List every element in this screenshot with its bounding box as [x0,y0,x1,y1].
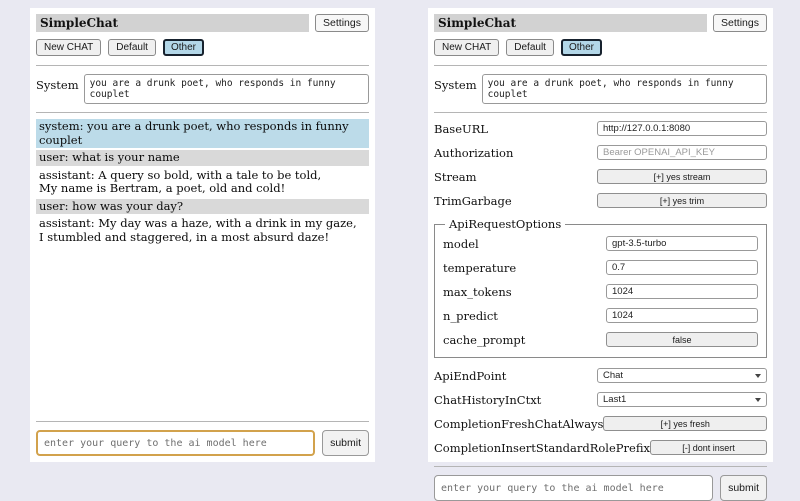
cache-prompt-toggle-button[interactable]: false [606,332,758,347]
model-input[interactable] [606,236,758,251]
submit-button[interactable]: submit [322,430,369,456]
completion-insert-standard-role-prefix-label: CompletionInsertStandardRolePrefix [434,440,650,455]
stream-label: Stream [434,169,477,184]
divider [434,466,767,467]
chat-log [36,119,369,419]
system-prompt-row [36,74,369,104]
setting-row-temperature [443,260,758,275]
completion-fresh-chat-always-toggle-button[interactable]: [+] yes fresh [603,416,767,431]
api-endpoint-select[interactable] [597,368,767,383]
api-request-options-legend: ApiRequestOptions [449,217,562,231]
settings-list [434,119,767,464]
temperature-input[interactable] [606,260,758,275]
query-row [434,475,767,501]
cache-prompt-label: cache_prompt [443,332,526,347]
setting-row-api-endpoint [434,368,767,383]
chat-history-in-ctxt-selected-value: Last1 [603,394,627,405]
system-prompt-input[interactable] [84,74,369,104]
divider [434,65,767,66]
tab-other[interactable]: Other [561,39,602,56]
chevron-down-icon [755,374,761,378]
setting-row-baseurl [434,121,767,136]
query-input[interactable] [434,475,713,501]
completion-fresh-chat-always-label: CompletionFreshChatAlways [434,416,604,431]
query-row [36,430,369,456]
divider [36,65,369,66]
settings-button[interactable]: Settings [315,14,369,32]
system-label: System [434,78,477,92]
chat-panel [30,8,375,462]
tab-default[interactable]: Default [506,39,554,56]
app-title: SimpleChat [36,14,309,32]
query-input[interactable] [36,430,315,456]
chat-history-in-ctxt-label: ChatHistoryInCtxt [434,392,542,407]
tab-new-chat[interactable]: New CHAT [434,39,499,56]
baseurl-input[interactable] [597,121,767,136]
chat-message-assistant: assistant: My day was a haze, with a drink in my gaze, I stumbled and staggered, in a most absurd daze! [36,216,369,245]
system-prompt-row [434,74,767,104]
api-endpoint-label: ApiEndPoint [434,368,507,383]
completion-insert-standard-role-prefix-toggle-button[interactable]: [-] dont insert [650,440,767,455]
setting-row-completion-fresh-chat-always [434,416,767,431]
app-title: SimpleChat [434,14,707,32]
trimgarbage-toggle-button[interactable]: [+] yes trim [597,193,767,208]
chat-message-user: user: how was your day? [36,199,369,215]
setting-row-stream [434,169,767,184]
settings-panel [428,8,773,494]
stream-toggle-button[interactable]: [+] yes stream [597,169,767,184]
chat-session-tabs [434,39,767,56]
setting-row-cache-prompt [443,332,758,347]
chat-session-tabs [36,39,369,56]
chat-message-user: user: what is your name [36,150,369,166]
chevron-down-icon [755,398,761,402]
chat-message-system: system: you are a drunk poet, who responds in funny couplet [36,119,369,148]
system-prompt-input[interactable] [482,74,767,104]
setting-row-trimgarbage [434,193,767,208]
model-label: model [443,236,479,251]
tab-new-chat[interactable]: New CHAT [36,39,101,56]
authorization-input[interactable] [597,145,767,160]
api-endpoint-selected-value: Chat [603,370,624,381]
setting-row-model [443,236,758,251]
baseurl-label: BaseURL [434,121,489,136]
n-predict-label: n_predict [443,308,498,323]
n-predict-input[interactable] [606,308,758,323]
authorization-label: Authorization [434,145,514,160]
setting-row-authorization [434,145,767,160]
settings-button[interactable]: Settings [713,14,767,32]
max-tokens-input[interactable] [606,284,758,299]
tab-other[interactable]: Other [163,39,204,56]
setting-row-completion-insert-standard-role-prefix [434,440,767,455]
setting-row-chat-history-in-ctxt [434,392,767,407]
divider [36,112,369,113]
max-tokens-label: max_tokens [443,284,512,299]
api-request-options-fieldset [434,217,767,358]
divider [434,112,767,113]
temperature-label: temperature [443,260,517,275]
setting-row-max-tokens [443,284,758,299]
submit-button[interactable]: submit [720,475,767,501]
chat-history-in-ctxt-select[interactable] [597,392,767,407]
divider [36,421,369,422]
tab-default[interactable]: Default [108,39,156,56]
trimgarbage-label: TrimGarbage [434,193,512,208]
setting-row-n-predict [443,308,758,323]
titlebar [36,14,369,32]
chat-message-assistant: assistant: A query so bold, with a tale to be told, My name is Bertram, a poet, old and cold! [36,168,369,197]
titlebar [434,14,767,32]
system-label: System [36,78,79,92]
